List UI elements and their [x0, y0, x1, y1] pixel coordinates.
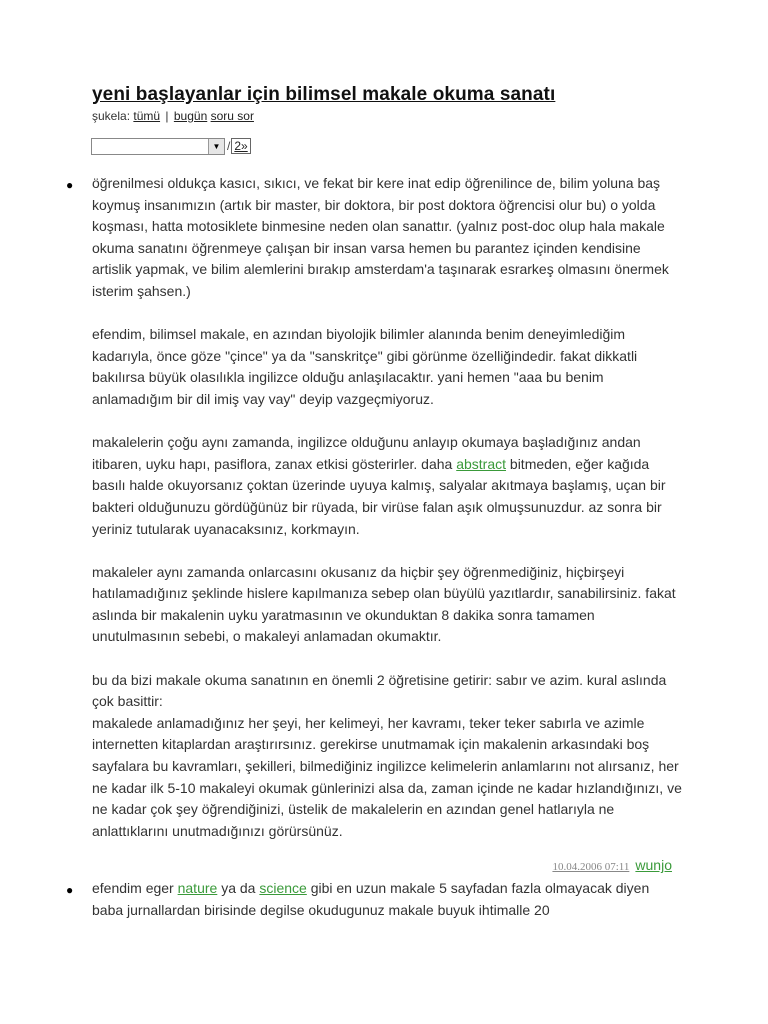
- entry-2: [92, 878, 682, 921]
- nav-today-link[interactable]: bugün: [173, 109, 208, 123]
- entry-date-link[interactable]: 10.04.2006 07:11: [552, 861, 630, 873]
- page-title[interactable]: yeni başlayanlar için bilimsel makale okuma sanatı: [92, 84, 556, 105]
- entry-1-paragraph-2: efendim, bilimsel makale, en azından biyolojik bilimler alanında benim deneyimlediğim kadarıyla, önce göze "çince" ya da "sanskritçe" gibi görünme özelliğindedir. fakat dikkatli bakılırsa büyük olasılıkla ingilizce olduğu anlaşılacaktır. yani hemen "aaa bu benim anlamadığım bir dil imiş vay vay" deyip vazgeçmiyoruz.: [92, 326, 638, 407]
- entry-1-paragraph-5a: bu da bizi makale okuma sanatının en önemli 2 öğretisine getirir: sabır ve azim. kural aslında çok basittir:: [92, 671, 667, 710]
- nature-link[interactable]: nature: [177, 880, 218, 896]
- abstract-link[interactable]: abstract: [456, 455, 507, 472]
- next-page-link[interactable]: 2»: [231, 138, 250, 154]
- chevron-down-icon[interactable]: ▼: [208, 139, 224, 154]
- entry-1-p3-text-a: makalelerin çoğu aynı zamanda, ingilizce olduğunu anlayıp okumaya başladığınız andan itibaren, uyku hapı, pasiflora, zanax etkisi gösterirler. daha: [92, 434, 641, 472]
- entry-1-paragraph-3: [92, 432, 682, 540]
- science-link[interactable]: science: [259, 880, 307, 896]
- entry-2-paragraph-1: [92, 878, 682, 921]
- bullet-icon: ●: [66, 178, 74, 192]
- entry-2-text-b: ya da: [217, 880, 260, 896]
- entry-1-signature: [552, 857, 672, 873]
- pager: [91, 135, 251, 157]
- nav-separator: |: [165, 109, 169, 123]
- nav-ask-link[interactable]: soru sor: [210, 109, 254, 123]
- entry-1-p3-text-b: bitmeden, eğer kağıda basılı halde okuyorsanız çoktan üzerinde uyuya kalmış, salyalar akıtmaya başlamış, uçan bir bakteri olduğunuzu gördüğünüz bir rüyada, bir virüse falan aşık olmuşsunuzdur. az sonra bir yeriniz tutularak uyanacaksınız, korkmayın.: [92, 455, 666, 537]
- entry-2-text-c: gibi en uzun makale 5 sayfadan fazla olmayacak diyen baba jurnallardan birisinde degilse okudugunuz makale buyuk ihtimalle 20: [92, 880, 650, 918]
- author-link[interactable]: wunjo: [635, 857, 672, 873]
- pager-slash: /: [227, 139, 231, 153]
- sort-nav: [92, 109, 254, 123]
- nav-prefix: şukela:: [92, 109, 131, 123]
- nav-all-link[interactable]: tümü: [133, 109, 161, 123]
- page-select[interactable]: [91, 138, 225, 155]
- entry-2-text-a: efendim eger: [92, 880, 178, 896]
- entry-1-paragraph-5b: makalede anlamadığınız her şeyi, her kelimeyi, her kavramı, teker teker sabırla ve azimle internetten kitaplardan araştırırsınız. gerekirse unutmamak için makalenin arkasındaki boş sayfalara bu kavramları, şekilleri, bilmediğiniz ingilizce kelimelerin anlamlarını not alırsanız, her ne kadar ilk 5-10 makaleyi okumak günlerinizi alsa da, zaman içinde ne kadar hızlandığınızı, ve ne kadar çok şey öğrendiğinizi, üstelik de makalelerin en azından genel hatlarıyla ne anlattıklarını unutmadığınızı görürsünüz.: [92, 714, 682, 839]
- entry-1: [92, 173, 682, 842]
- entry-1-paragraph-4: makaleler aynı zamanda onlarcasını okusanız da hiçbir şey öğrenmediğiniz, hiçbirşeyi hatılamadığınız şeklinde hislere kapılmanıza sebep olan büyülü yazıtlardır, sanabilirsiniz. fakat aslında bir makalenin uyku yaratmasının ve okunduktan 8 dakika sonra tamamen unutulmasının sebebi, o makaleyi anlamadan okumaktır.: [92, 563, 676, 645]
- entry-1-paragraph-1: öğrenilmesi oldukça kasıcı, sıkıcı, ve fekat bir kere inat edip öğrenilince de, bilim yoluna baş koymuş insanımızın (artık bir master, bir doktora, bir post doktora öğrencisi olur bu) o yolda koşması, hatta motosiklete binmesine neden olan sanattır. (yalnız post-doc olup hala makale okuma sanatını öğrenmeye çalışan bir insan varsa hemen bu parantez içinden kendisine artislik yapmak, ve bilim alemlerini bırakıp amsterdam'a taşınarak esrarkeş olmasını önermek isterim şahsen.): [92, 175, 669, 299]
- bullet-icon: ●: [66, 883, 74, 897]
